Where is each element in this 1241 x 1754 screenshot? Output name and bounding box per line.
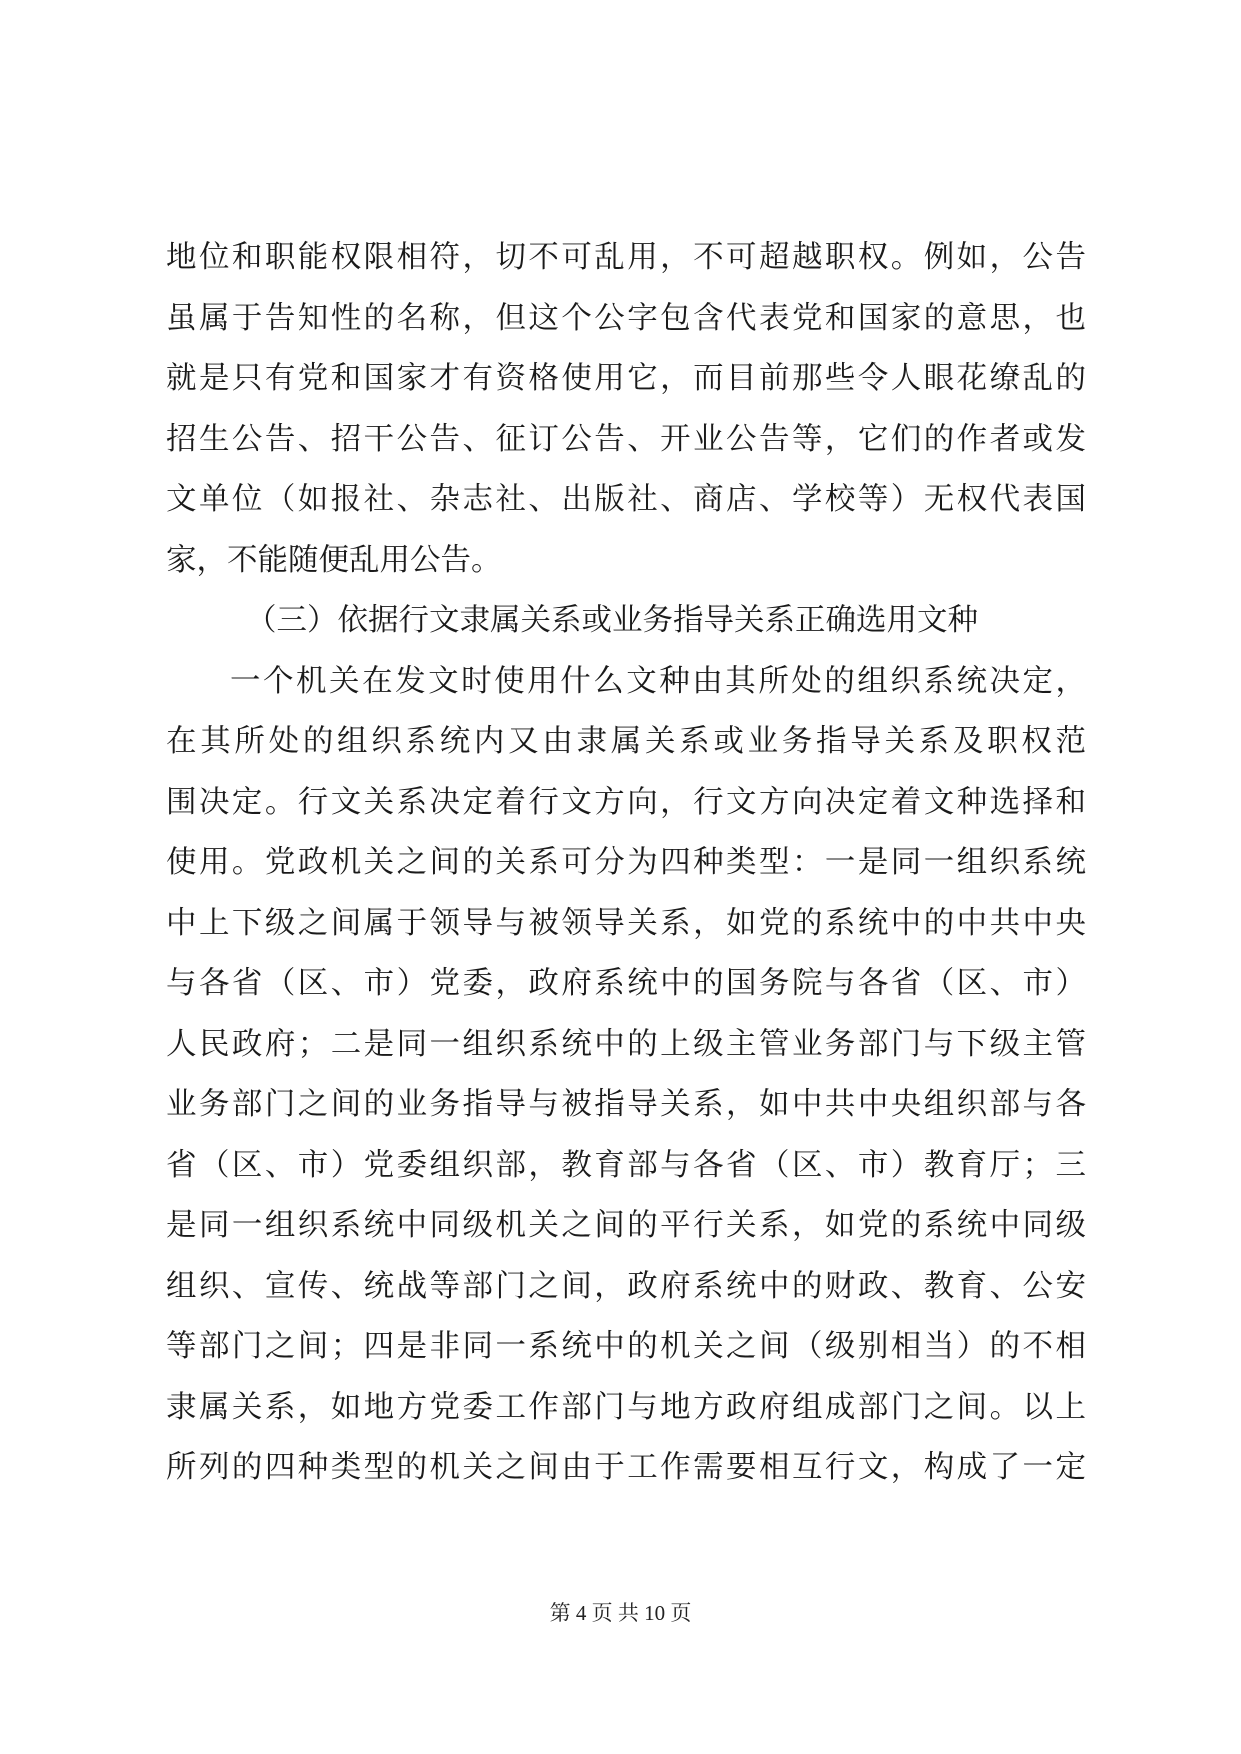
paragraph-2-line-11: 组织、宣传、统战等部门之间，政府系统中的财政、教育、公安 bbox=[166, 1268, 1086, 1304]
paragraph-1-line-3: 就是只有党和国家才有资格使用它，而目前那些令人眼花缭乱的 bbox=[166, 361, 1086, 396]
paragraph-2-line-1: 一个机关在发文时使用什么文种由其所处的组织系统决定， bbox=[230, 663, 1086, 699]
paragraph-2-line-8: 业务部门之间的业务指导与被指导关系，如中共中央组织部与各 bbox=[166, 1087, 1086, 1122]
paragraph-2-line-9: 省（区、市）党委组织部，教育部与各省（区、市）教育厅；三 bbox=[166, 1147, 1086, 1183]
paragraph-2-line-13: 隶属关系，如地方党委工作部门与地方政府组成部门之间。以上 bbox=[166, 1389, 1086, 1425]
document-body bbox=[166, 228, 1086, 1499]
paragraph-2-line-7: 人民政府；二是同一组织系统中的上级主管业务部门与下级主管 bbox=[166, 1026, 1086, 1062]
paragraph-2-line-6: 与各省（区、市）党委，政府系统中的国务院与各省（区、市） bbox=[166, 966, 1086, 1001]
paragraph-1-line-1: 地位和职能权限相符，切不可乱用，不可超越职权。例如，公告 bbox=[166, 240, 1086, 275]
paragraph-1-line-6: 家，不能随便乱用公告。 bbox=[166, 542, 502, 578]
paragraph-1-line-2: 虽属于告知性的名称，但这个公字包含代表党和国家的意思，也 bbox=[166, 300, 1086, 336]
paragraph-1-line-4: 招生公告、招干公告、征订公告、开业公告等，它们的作者或发 bbox=[166, 421, 1086, 457]
paragraph-1-line-5: 文单位（如报社、杂志社、出版社、商店、学校等）无权代表国 bbox=[166, 482, 1086, 517]
paragraph-2-line-14: 所列的四种类型的机关之间由于工作需要相互行文，构成了一定 bbox=[166, 1450, 1086, 1485]
paragraph-2-line-4: 使用。党政机关之间的关系可分为四种类型：一是同一组织系统 bbox=[166, 845, 1086, 880]
page-number-footer: 第 4 页 共 10 页 bbox=[549, 1601, 692, 1625]
paragraph-2-line-3: 围决定。行文关系决定着行文方向，行文方向决定着文种选择和 bbox=[166, 784, 1086, 820]
paragraph-2-line-10: 是同一组织系统中同级机关之间的平行关系，如党的系统中同级 bbox=[166, 1208, 1086, 1243]
paragraph-2-line-2: 在其所处的组织系统内又由隶属关系或业务指导关系及职权范 bbox=[166, 724, 1086, 759]
paragraph-2-line-5: 中上下级之间属于领导与被领导关系，如党的系统中的中共中央 bbox=[166, 905, 1086, 941]
section-heading: （三）依据行文隶属关系或业务指导关系正确选用文种 bbox=[246, 603, 978, 638]
paragraph-2-line-12: 等部门之间；四是非同一系统中的机关之间（级别相当）的不相 bbox=[166, 1329, 1086, 1364]
